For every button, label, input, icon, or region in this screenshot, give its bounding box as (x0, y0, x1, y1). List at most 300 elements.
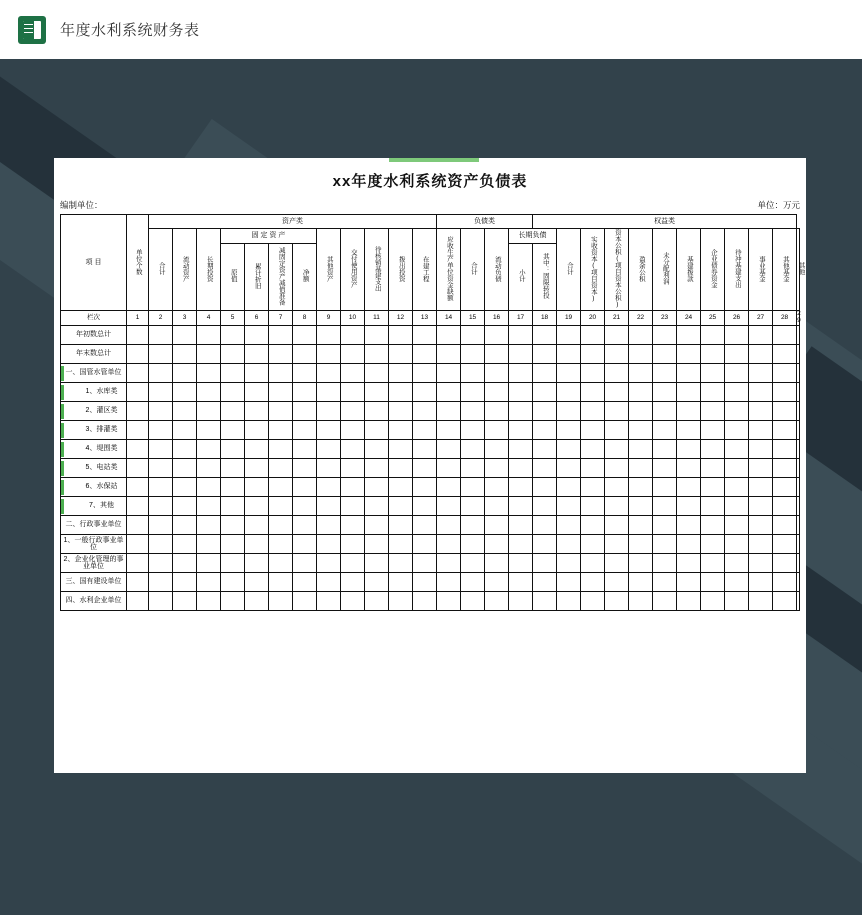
data-cell[interactable] (653, 420, 677, 439)
data-cell[interactable] (509, 420, 533, 439)
data-cell[interactable] (437, 458, 461, 477)
data-cell[interactable] (677, 401, 701, 420)
row-label[interactable] (61, 591, 127, 610)
data-cell[interactable] (365, 496, 389, 515)
data-cell[interactable] (413, 401, 437, 420)
data-cell[interactable] (629, 363, 653, 382)
table-row[interactable] (61, 439, 800, 458)
data-cell[interactable] (773, 572, 797, 591)
data-cell[interactable] (533, 496, 557, 515)
data-cell[interactable] (461, 534, 485, 553)
data-cell[interactable] (269, 515, 293, 534)
data-cell[interactable] (581, 591, 605, 610)
data-cell[interactable] (725, 572, 749, 591)
data-cell[interactable] (173, 458, 197, 477)
data-cell[interactable] (605, 553, 629, 572)
data-cell[interactable] (725, 325, 749, 344)
data-cell[interactable] (245, 553, 269, 572)
data-cell[interactable] (341, 515, 365, 534)
data-cell[interactable] (701, 363, 725, 382)
data-cell[interactable] (557, 325, 581, 344)
table-row[interactable] (61, 363, 800, 382)
data-cell[interactable] (269, 591, 293, 610)
data-cell[interactable] (749, 477, 773, 496)
data-cell[interactable] (605, 344, 629, 363)
data-cell[interactable] (293, 458, 317, 477)
data-cell[interactable] (389, 496, 413, 515)
data-cell[interactable] (653, 515, 677, 534)
data-cell[interactable] (677, 515, 701, 534)
data-cell[interactable] (581, 458, 605, 477)
data-cell[interactable] (509, 534, 533, 553)
data-cell[interactable] (797, 420, 800, 439)
data-cell[interactable] (317, 420, 341, 439)
data-cell[interactable] (389, 572, 413, 591)
data-cell[interactable] (797, 534, 800, 553)
data-cell[interactable] (605, 439, 629, 458)
data-cell[interactable] (365, 401, 389, 420)
data-cell[interactable] (221, 363, 245, 382)
data-cell[interactable] (293, 572, 317, 591)
data-cell[interactable] (749, 439, 773, 458)
data-cell[interactable] (127, 382, 149, 401)
data-cell[interactable] (437, 477, 461, 496)
data-cell[interactable] (437, 534, 461, 553)
data-cell[interactable] (509, 553, 533, 572)
table-row[interactable] (61, 591, 800, 610)
data-cell[interactable] (437, 439, 461, 458)
data-cell[interactable] (197, 515, 221, 534)
data-cell[interactable] (509, 363, 533, 382)
data-cell[interactable] (269, 363, 293, 382)
data-cell[interactable] (701, 382, 725, 401)
data-cell[interactable] (629, 553, 653, 572)
data-cell[interactable] (413, 420, 437, 439)
data-cell[interactable] (797, 515, 800, 534)
data-cell[interactable] (437, 382, 461, 401)
data-cell[interactable] (269, 477, 293, 496)
data-cell[interactable] (725, 591, 749, 610)
data-cell[interactable] (173, 363, 197, 382)
data-cell[interactable] (197, 420, 221, 439)
data-cell[interactable] (341, 363, 365, 382)
data-cell[interactable] (461, 572, 485, 591)
data-cell[interactable] (533, 553, 557, 572)
row-label[interactable] (61, 572, 127, 591)
data-cell[interactable] (581, 572, 605, 591)
data-cell[interactable] (797, 439, 800, 458)
data-cell[interactable] (365, 363, 389, 382)
data-cell[interactable] (293, 344, 317, 363)
data-cell[interactable] (797, 363, 800, 382)
data-cell[interactable] (461, 439, 485, 458)
data-cell[interactable] (533, 458, 557, 477)
data-cell[interactable] (317, 553, 341, 572)
data-cell[interactable] (605, 591, 629, 610)
data-cell[interactable] (605, 363, 629, 382)
data-cell[interactable] (653, 553, 677, 572)
data-cell[interactable] (365, 534, 389, 553)
data-cell[interactable] (653, 382, 677, 401)
data-cell[interactable] (245, 344, 269, 363)
table-row[interactable] (61, 382, 800, 401)
data-cell[interactable] (797, 401, 800, 420)
data-cell[interactable] (317, 382, 341, 401)
data-cell[interactable] (797, 591, 800, 610)
data-cell[interactable] (221, 382, 245, 401)
row-label[interactable] (61, 344, 127, 363)
data-cell[interactable] (461, 382, 485, 401)
table-row[interactable] (61, 420, 800, 439)
data-cell[interactable] (725, 553, 749, 572)
data-cell[interactable] (197, 591, 221, 610)
data-cell[interactable] (509, 572, 533, 591)
data-cell[interactable] (485, 363, 509, 382)
data-cell[interactable] (149, 553, 173, 572)
data-cell[interactable] (461, 363, 485, 382)
data-cell[interactable] (173, 420, 197, 439)
data-cell[interactable] (389, 325, 413, 344)
data-cell[interactable] (413, 572, 437, 591)
data-cell[interactable] (653, 344, 677, 363)
data-cell[interactable] (293, 553, 317, 572)
data-cell[interactable] (127, 439, 149, 458)
data-cell[interactable] (533, 363, 557, 382)
data-cell[interactable] (389, 401, 413, 420)
data-cell[interactable] (701, 534, 725, 553)
data-cell[interactable] (581, 534, 605, 553)
data-cell[interactable] (533, 572, 557, 591)
data-cell[interactable] (221, 325, 245, 344)
row-label[interactable] (61, 439, 127, 458)
data-cell[interactable] (149, 363, 173, 382)
data-cell[interactable] (437, 572, 461, 591)
data-cell[interactable] (581, 382, 605, 401)
data-cell[interactable] (629, 344, 653, 363)
data-cell[interactable] (485, 458, 509, 477)
data-cell[interactable] (149, 458, 173, 477)
data-cell[interactable] (413, 458, 437, 477)
data-cell[interactable] (557, 553, 581, 572)
data-cell[interactable] (605, 534, 629, 553)
data-cell[interactable] (149, 534, 173, 553)
data-cell[interactable] (317, 496, 341, 515)
data-cell[interactable] (173, 496, 197, 515)
row-label[interactable] (61, 553, 127, 572)
data-cell[interactable] (341, 420, 365, 439)
data-cell[interactable] (197, 382, 221, 401)
data-cell[interactable] (749, 553, 773, 572)
data-cell[interactable] (389, 363, 413, 382)
data-cell[interactable] (605, 496, 629, 515)
data-cell[interactable] (533, 591, 557, 610)
data-cell[interactable] (557, 458, 581, 477)
data-cell[interactable] (413, 439, 437, 458)
data-cell[interactable] (197, 572, 221, 591)
row-label[interactable] (61, 477, 127, 496)
data-cell[interactable] (749, 363, 773, 382)
data-cell[interactable] (581, 363, 605, 382)
data-cell[interactable] (509, 325, 533, 344)
data-cell[interactable] (245, 401, 269, 420)
data-cell[interactable] (749, 572, 773, 591)
data-cell[interactable] (773, 420, 797, 439)
data-cell[interactable] (485, 515, 509, 534)
data-cell[interactable] (677, 591, 701, 610)
table-row[interactable] (61, 572, 800, 591)
data-cell[interactable] (581, 420, 605, 439)
data-cell[interactable] (245, 591, 269, 610)
data-cell[interactable] (293, 439, 317, 458)
data-cell[interactable] (173, 534, 197, 553)
data-cell[interactable] (557, 420, 581, 439)
data-cell[interactable] (197, 458, 221, 477)
data-cell[interactable] (725, 496, 749, 515)
data-cell[interactable] (701, 439, 725, 458)
data-cell[interactable] (509, 344, 533, 363)
data-cell[interactable] (629, 458, 653, 477)
data-cell[interactable] (437, 515, 461, 534)
table-row[interactable] (61, 401, 800, 420)
data-cell[interactable] (437, 420, 461, 439)
data-cell[interactable] (629, 325, 653, 344)
data-cell[interactable] (773, 534, 797, 553)
data-cell[interactable] (317, 363, 341, 382)
data-cell[interactable] (485, 344, 509, 363)
data-cell[interactable] (461, 344, 485, 363)
data-cell[interactable] (341, 534, 365, 553)
data-cell[interactable] (127, 553, 149, 572)
data-cell[interactable] (629, 534, 653, 553)
data-cell[interactable] (725, 458, 749, 477)
data-cell[interactable] (509, 458, 533, 477)
data-cell[interactable] (629, 401, 653, 420)
data-cell[interactable] (509, 477, 533, 496)
data-cell[interactable] (341, 572, 365, 591)
data-cell[interactable] (149, 344, 173, 363)
data-cell[interactable] (725, 477, 749, 496)
data-cell[interactable] (677, 439, 701, 458)
data-cell[interactable] (341, 496, 365, 515)
data-cell[interactable] (197, 325, 221, 344)
data-cell[interactable] (341, 325, 365, 344)
data-cell[interactable] (581, 401, 605, 420)
data-cell[interactable] (653, 572, 677, 591)
data-cell[interactable] (557, 496, 581, 515)
data-cell[interactable] (221, 401, 245, 420)
data-cell[interactable] (653, 591, 677, 610)
data-cell[interactable] (677, 496, 701, 515)
data-cell[interactable] (245, 325, 269, 344)
data-cell[interactable] (797, 382, 800, 401)
data-cell[interactable] (605, 325, 629, 344)
data-cell[interactable] (605, 382, 629, 401)
data-cell[interactable] (773, 363, 797, 382)
data-cell[interactable] (461, 458, 485, 477)
data-cell[interactable] (797, 344, 800, 363)
table-row[interactable] (61, 477, 800, 496)
data-cell[interactable] (461, 515, 485, 534)
data-cell[interactable] (533, 534, 557, 553)
data-cell[interactable] (389, 591, 413, 610)
data-cell[interactable] (269, 439, 293, 458)
data-cell[interactable] (509, 591, 533, 610)
data-cell[interactable] (149, 325, 173, 344)
data-cell[interactable] (749, 534, 773, 553)
data-cell[interactable] (173, 344, 197, 363)
data-cell[interactable] (293, 420, 317, 439)
data-cell[interactable] (413, 591, 437, 610)
data-cell[interactable] (701, 515, 725, 534)
data-cell[interactable] (221, 458, 245, 477)
data-cell[interactable] (149, 382, 173, 401)
data-cell[interactable] (677, 458, 701, 477)
data-cell[interactable] (245, 572, 269, 591)
data-cell[interactable] (437, 363, 461, 382)
data-cell[interactable] (725, 363, 749, 382)
data-cell[interactable] (317, 534, 341, 553)
data-cell[interactable] (533, 515, 557, 534)
data-cell[interactable] (533, 382, 557, 401)
data-cell[interactable] (437, 496, 461, 515)
data-cell[interactable] (173, 553, 197, 572)
data-cell[interactable] (413, 344, 437, 363)
data-cell[interactable] (221, 496, 245, 515)
data-cell[interactable] (127, 458, 149, 477)
data-cell[interactable] (677, 382, 701, 401)
data-cell[interactable] (605, 401, 629, 420)
data-cell[interactable] (557, 363, 581, 382)
data-cell[interactable] (197, 401, 221, 420)
data-cell[interactable] (341, 458, 365, 477)
data-cell[interactable] (221, 439, 245, 458)
data-cell[interactable] (605, 477, 629, 496)
data-cell[interactable] (461, 477, 485, 496)
data-cell[interactable] (797, 553, 800, 572)
data-cell[interactable] (557, 515, 581, 534)
row-label[interactable] (61, 420, 127, 439)
data-cell[interactable] (701, 420, 725, 439)
row-label[interactable] (61, 534, 127, 553)
data-cell[interactable] (773, 401, 797, 420)
data-cell[interactable] (317, 325, 341, 344)
data-cell[interactable] (557, 439, 581, 458)
data-cell[interactable] (127, 420, 149, 439)
data-cell[interactable] (485, 439, 509, 458)
data-cell[interactable] (413, 325, 437, 344)
table-row[interactable] (61, 458, 800, 477)
row-label[interactable] (61, 515, 127, 534)
data-cell[interactable] (749, 515, 773, 534)
data-cell[interactable] (197, 534, 221, 553)
data-cell[interactable] (245, 420, 269, 439)
data-cell[interactable] (797, 572, 800, 591)
data-cell[interactable] (173, 382, 197, 401)
data-cell[interactable] (653, 496, 677, 515)
data-cell[interactable] (269, 382, 293, 401)
data-cell[interactable] (581, 344, 605, 363)
row-label[interactable] (61, 382, 127, 401)
data-cell[interactable] (245, 382, 269, 401)
data-cell[interactable] (677, 325, 701, 344)
table-row[interactable] (61, 344, 800, 363)
data-cell[interactable] (653, 325, 677, 344)
data-cell[interactable] (557, 572, 581, 591)
data-cell[interactable] (701, 325, 725, 344)
data-cell[interactable] (797, 477, 800, 496)
data-cell[interactable] (749, 420, 773, 439)
data-cell[interactable] (749, 382, 773, 401)
table-row[interactable] (61, 553, 800, 572)
data-cell[interactable] (629, 572, 653, 591)
data-cell[interactable] (389, 458, 413, 477)
data-cell[interactable] (245, 363, 269, 382)
data-cell[interactable] (605, 515, 629, 534)
data-cell[interactable] (749, 496, 773, 515)
data-cell[interactable] (149, 477, 173, 496)
data-cell[interactable] (341, 439, 365, 458)
data-cell[interactable] (653, 363, 677, 382)
data-cell[interactable] (749, 344, 773, 363)
data-cell[interactable] (173, 591, 197, 610)
data-cell[interactable] (533, 401, 557, 420)
data-cell[interactable] (557, 534, 581, 553)
data-cell[interactable] (509, 382, 533, 401)
data-cell[interactable] (773, 496, 797, 515)
data-cell[interactable] (773, 553, 797, 572)
data-cell[interactable] (173, 439, 197, 458)
data-cell[interactable] (413, 534, 437, 553)
data-cell[interactable] (389, 439, 413, 458)
data-cell[interactable] (365, 325, 389, 344)
data-cell[interactable] (509, 439, 533, 458)
data-cell[interactable] (797, 325, 800, 344)
data-cell[interactable] (365, 382, 389, 401)
data-cell[interactable] (127, 477, 149, 496)
data-cell[interactable] (485, 382, 509, 401)
data-cell[interactable] (365, 591, 389, 610)
data-cell[interactable] (725, 382, 749, 401)
data-cell[interactable] (221, 420, 245, 439)
data-cell[interactable] (629, 477, 653, 496)
data-cell[interactable] (269, 534, 293, 553)
data-cell[interactable] (701, 591, 725, 610)
data-cell[interactable] (701, 458, 725, 477)
data-cell[interactable] (629, 515, 653, 534)
data-cell[interactable] (127, 515, 149, 534)
data-cell[interactable] (317, 591, 341, 610)
data-cell[interactable] (293, 325, 317, 344)
data-cell[interactable] (629, 420, 653, 439)
data-cell[interactable] (629, 439, 653, 458)
data-cell[interactable] (341, 477, 365, 496)
data-cell[interactable] (581, 515, 605, 534)
data-cell[interactable] (581, 496, 605, 515)
data-cell[interactable] (197, 553, 221, 572)
data-cell[interactable] (149, 591, 173, 610)
data-cell[interactable] (149, 401, 173, 420)
data-cell[interactable] (773, 477, 797, 496)
data-cell[interactable] (437, 553, 461, 572)
data-cell[interactable] (413, 515, 437, 534)
data-cell[interactable] (557, 401, 581, 420)
data-cell[interactable] (509, 515, 533, 534)
data-cell[interactable] (485, 496, 509, 515)
data-cell[interactable] (197, 363, 221, 382)
data-cell[interactable] (485, 401, 509, 420)
data-cell[interactable] (317, 515, 341, 534)
data-cell[interactable] (701, 401, 725, 420)
